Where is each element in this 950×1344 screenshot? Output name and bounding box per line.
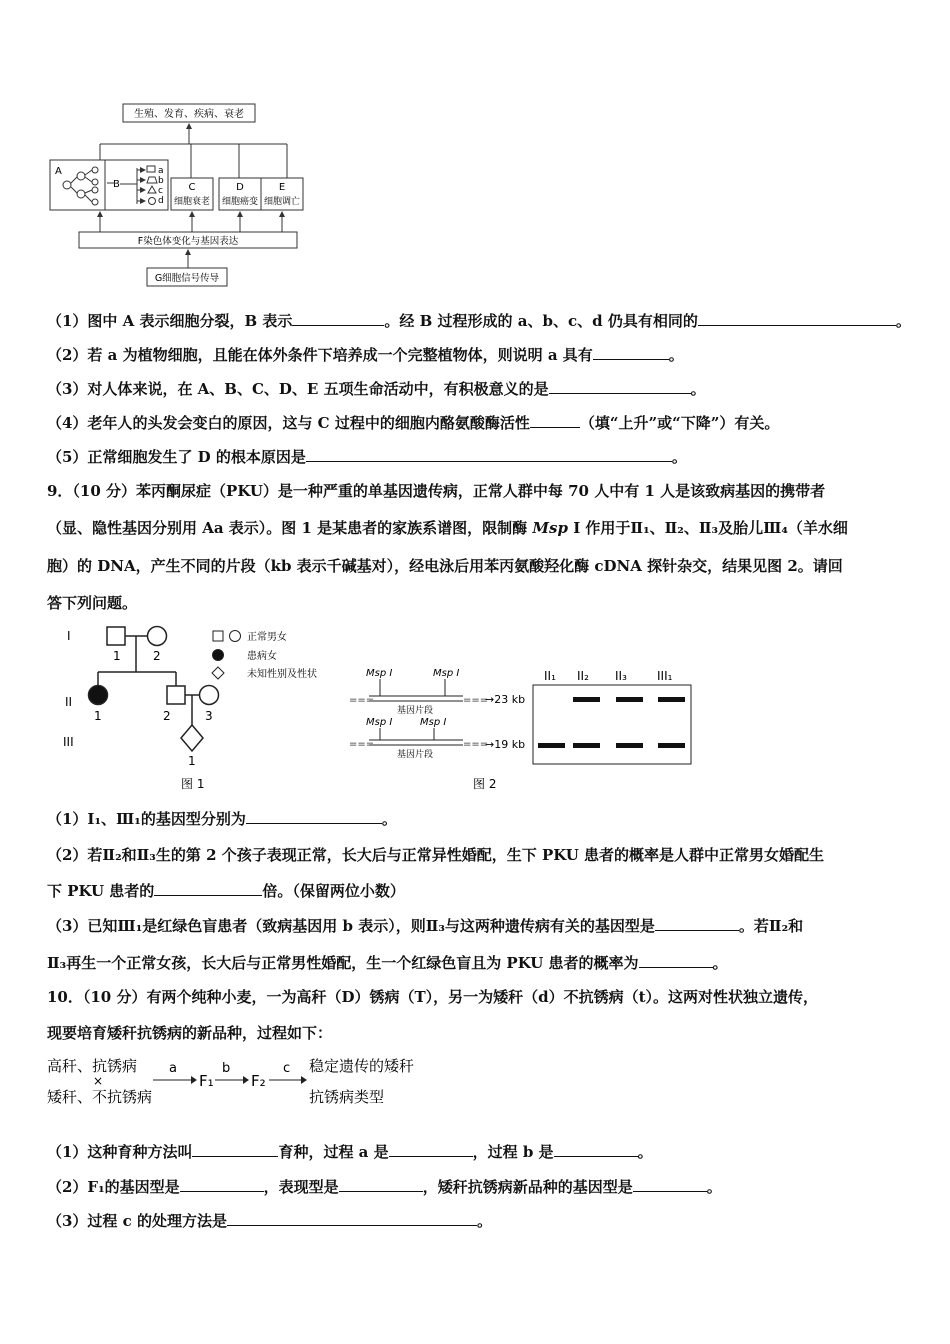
q9-line-2: （2）若Ⅱ₂和Ⅱ₃生的第 2 个孩子表现正常，长大后与正常异性婚配，生下 PKU 患者的概率是人群中正常男女婚配生 bbox=[47, 846, 825, 864]
cell-activity-diagram bbox=[45, 98, 305, 292]
legend-normal: 正常男女 bbox=[247, 632, 287, 643]
svg-text:基因片段: 基因片段 bbox=[397, 750, 434, 760]
svg-text:===: === bbox=[349, 739, 375, 750]
breeding-scheme bbox=[45, 1052, 445, 1110]
band-19kb-II1 bbox=[538, 743, 565, 748]
kb23-label: →23 kb bbox=[485, 693, 526, 706]
svg-text:b: b bbox=[222, 1061, 231, 1076]
band-19kb-II2 bbox=[573, 743, 600, 748]
lane-label: II₂ bbox=[577, 669, 589, 683]
gen-2-label: II bbox=[65, 695, 73, 709]
b-item-b: b bbox=[158, 176, 164, 186]
answer-blank[interactable] bbox=[292, 311, 384, 326]
gen-3-label: III bbox=[63, 735, 74, 749]
svg-text:3: 3 bbox=[205, 709, 213, 723]
answer-blank[interactable] bbox=[389, 1142, 473, 1157]
lane-label: II₃ bbox=[615, 669, 627, 683]
answer-blank[interactable] bbox=[549, 379, 691, 394]
q9-intro-1: 9．（10 分）苯丙酮尿症（PKU）是一种严重的单基因遗传病，正常人群中每 70 人中有 1 人是该致病基因的携带者 bbox=[47, 482, 826, 500]
f-box-label: F染色体变化与基因表达 bbox=[137, 236, 239, 247]
q8-line-2: （2）若 a 为植物细胞，且能在体外条件下培养成一个完整植物体，则说明 a 具有 。 bbox=[47, 346, 684, 364]
d-text: 细胞癌变 bbox=[221, 197, 259, 207]
lane-label: II₁ bbox=[544, 669, 556, 683]
answer-blank[interactable] bbox=[655, 916, 739, 931]
svg-text:2: 2 bbox=[163, 709, 171, 723]
svg-text:Msp I: Msp I bbox=[366, 668, 393, 679]
q8-line-5: （5）正常细胞发生了 D 的根本原因是 。 bbox=[47, 448, 687, 466]
band-19kb-II3 bbox=[616, 743, 643, 748]
result-line-1: 稳定遗传的矮秆 bbox=[309, 1057, 415, 1075]
d-letter: D bbox=[236, 182, 244, 193]
answer-blank[interactable] bbox=[639, 953, 713, 968]
c-letter: C bbox=[188, 182, 196, 193]
svg-text:1: 1 bbox=[113, 649, 121, 663]
parent-1: 高秆、抗锈病 bbox=[47, 1057, 138, 1075]
answer-blank[interactable] bbox=[339, 1177, 423, 1192]
answer-blank[interactable] bbox=[192, 1142, 278, 1157]
b-item-d: d bbox=[158, 196, 164, 206]
legend-unknown: 未知性别及性状 bbox=[247, 669, 317, 680]
b-item-a: a bbox=[158, 166, 164, 176]
svg-text:===: === bbox=[463, 739, 489, 750]
result-line-2: 抗锈病类型 bbox=[309, 1088, 385, 1106]
band-23kb-II3 bbox=[616, 697, 643, 702]
g-box-label: G细胞信号传导 bbox=[154, 273, 220, 284]
svg-text:×: × bbox=[93, 1074, 104, 1088]
svg-text:Msp I: Msp I bbox=[433, 668, 460, 679]
svg-text:Msp I: Msp I bbox=[420, 717, 447, 728]
q8-line-4: （4）老年人的头发会变白的原因，这与 C 过程中的细胞内酪氨酸酶活性 （填“上升”或“下降”）有关。 bbox=[47, 414, 780, 432]
label-a: A bbox=[55, 166, 62, 177]
answer-blank[interactable] bbox=[633, 1177, 707, 1192]
answer-blank[interactable] bbox=[154, 881, 262, 896]
svg-text:1: 1 bbox=[188, 754, 196, 768]
q10-intro-2: 现要培育矮秆抗锈病的新品种，过程如下： bbox=[47, 1024, 333, 1042]
e-text: 细胞调亡 bbox=[263, 197, 301, 207]
q10-line-3: （3）过程 c 的处理方法是 。 bbox=[47, 1212, 493, 1230]
kb19-label: →19 kb bbox=[485, 738, 526, 751]
e-letter: E bbox=[278, 182, 286, 193]
answer-blank[interactable] bbox=[530, 413, 580, 428]
q8-line-3: （3）对人体来说，在 A、B、C、D、E 五项生命活动中，有积极意义的是 。 bbox=[47, 380, 706, 398]
legend-affected-female: 患病女 bbox=[247, 651, 277, 662]
svg-text:c: c bbox=[283, 1061, 291, 1076]
q8-line-1: （1）图中 A 表示细胞分裂，B 表示 。经 B 过程形成的 a、b、c、d 仍具有相同的 。 bbox=[47, 312, 911, 330]
answer-blank[interactable] bbox=[227, 1211, 477, 1226]
c-text: 细胞衰老 bbox=[173, 197, 211, 207]
band-19kb-III1 bbox=[658, 743, 685, 748]
band-23kb-II2 bbox=[573, 697, 600, 702]
q9-intro-2: （显、隐性基因分别用 Aa 表示）。图 1 是某患者的家族系谱图，限制酶 Msp I 作用于Ⅱ₁、Ⅱ₂、Ⅱ₃及胎儿Ⅲ₄（羊水细 bbox=[47, 519, 848, 537]
gen-1-label: I bbox=[67, 629, 71, 643]
svg-text:F₂: F₂ bbox=[251, 1072, 266, 1090]
svg-text:===: === bbox=[349, 695, 375, 706]
answer-blank[interactable] bbox=[554, 1142, 638, 1157]
svg-text:1: 1 bbox=[94, 709, 102, 723]
q9-intro-4: 答下列问题。 bbox=[47, 594, 138, 612]
svg-text:a: a bbox=[169, 1061, 177, 1076]
q9-line-3b: Ⅱ₃再生一个正常女孩，长大后与正常男性婚配，生一个红绿色盲且为 PKU 患者的概率为 。 bbox=[47, 954, 728, 972]
svg-text:===: === bbox=[463, 695, 489, 706]
figure-1-caption: 图 1 bbox=[181, 777, 205, 791]
q9-line-1: （1）I₁、Ⅲ₁的基因型分别为 。 bbox=[47, 810, 397, 828]
svg-text:F₁: F₁ bbox=[199, 1072, 214, 1090]
q10-line-1: （1）这种育种方法叫 育种，过程 a 是 ，过程 b 是 。 bbox=[47, 1143, 653, 1161]
answer-blank[interactable] bbox=[306, 447, 672, 462]
top-box-label: 生殖、发育、疾病、衰老 bbox=[134, 109, 244, 120]
figure-2-caption: 图 2 bbox=[473, 777, 497, 791]
lane-label: III₁ bbox=[657, 669, 673, 683]
q9-intro-3: 胞）的 DNA，产生不同的片段（kb 表示千碱基对），经电泳后用苯丙氨酸羟化酶 cDNA 探针杂交，结果见图 2。请回 bbox=[47, 557, 843, 575]
q10-line-2: （2）F₁的基因型是 ，表现型是 ，矮秆抗锈病新品种的基因型是 。 bbox=[47, 1178, 722, 1196]
b-item-c: c bbox=[158, 186, 163, 196]
pedigree-figure bbox=[55, 622, 325, 794]
answer-blank[interactable] bbox=[593, 345, 669, 360]
svg-text:Msp I: Msp I bbox=[366, 717, 393, 728]
q9-line-2b: 下 PKU 患者的 倍。（保留两位小数） bbox=[47, 882, 405, 900]
answer-blank[interactable] bbox=[246, 809, 382, 824]
parent-2: 矮秆、不抗锈病 bbox=[47, 1088, 153, 1106]
q9-line-3: （3）已知Ⅲ₁是红绿色盲患者（致病基因用 b 表示），则Ⅱ₃与这两种遗传病有关的基因型是 。若Ⅱ₂和 bbox=[47, 917, 804, 935]
band-23kb-III1 bbox=[658, 697, 685, 702]
svg-text:2: 2 bbox=[153, 649, 161, 663]
answer-blank[interactable] bbox=[698, 311, 896, 326]
q10-intro-1: 10．（10 分）有两个纯种小麦，一为高秆（D）锈病（T），另一为矮秆（d）不抗锈病（t）。这两对性状独立遗传， bbox=[47, 988, 819, 1006]
svg-text:基因片段: 基因片段 bbox=[397, 706, 434, 716]
label-b: B bbox=[113, 179, 120, 190]
answer-blank[interactable] bbox=[180, 1177, 264, 1192]
electrophoresis-figure bbox=[345, 662, 700, 794]
